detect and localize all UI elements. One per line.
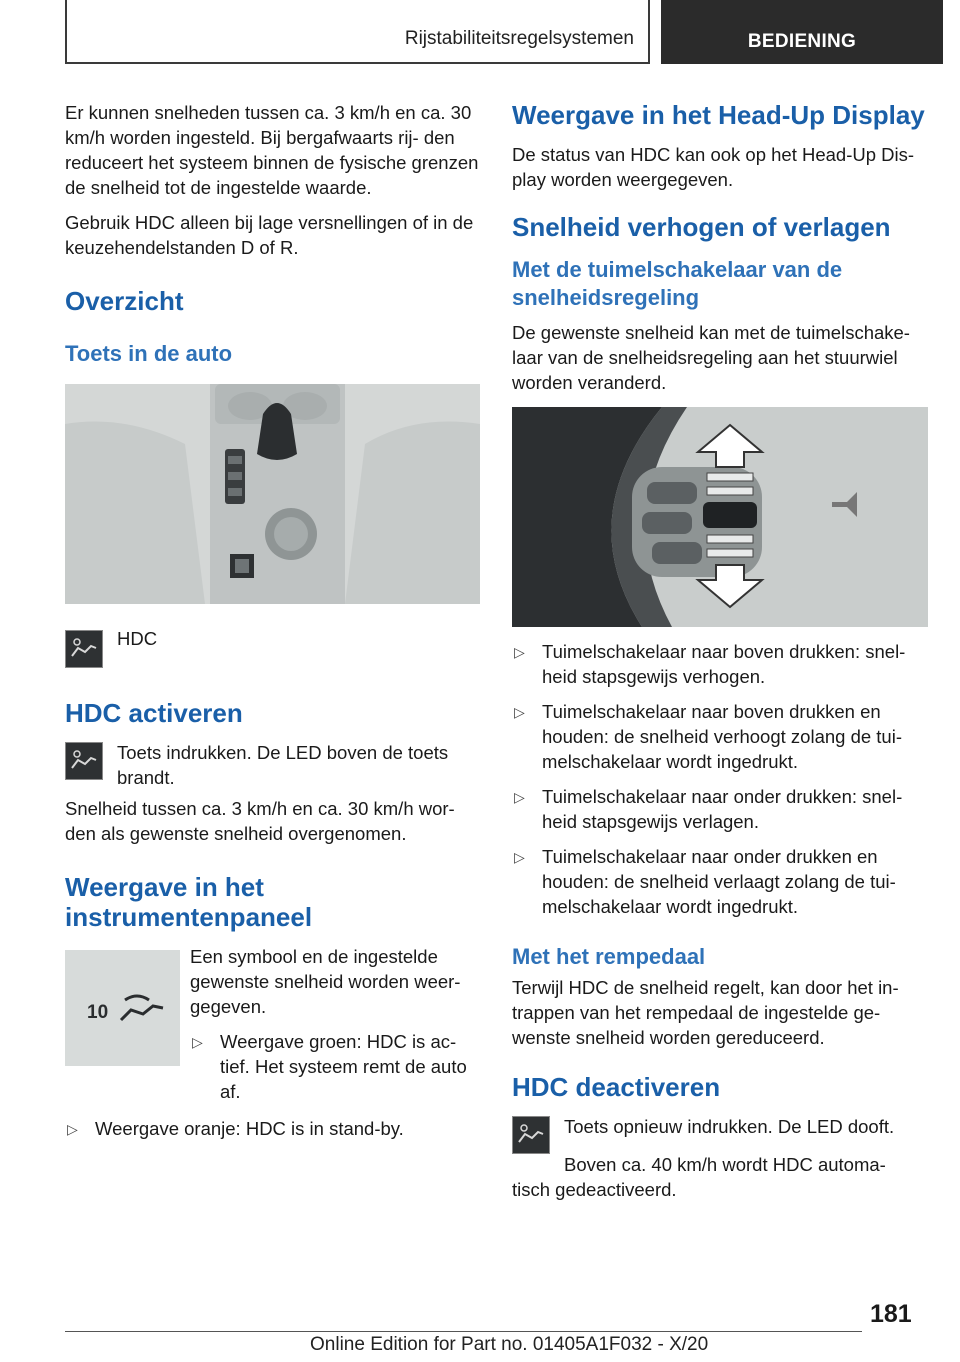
activate-text: Toets indrukken. De LED boven de toets brandt. (117, 742, 449, 788)
cluster-display-section (65, 944, 481, 1114)
hdc-button-legend (65, 628, 481, 668)
steering-wheel-photo (512, 407, 928, 627)
deactivate-instruction (512, 1114, 928, 1154)
footer-edition: Online Edition for Part no. 01405A1F032 - X/20 (310, 1334, 709, 1355)
heading-rocker-switch: Met de tuimelschakelaar van de snelheidsregeling (512, 257, 843, 310)
steering-wheel-illustration (512, 407, 928, 627)
heading-instrument-cluster: Weergave in het instrumentenpaneel (65, 872, 313, 932)
header-chapter-tab: BEDIENING (661, 0, 943, 64)
hdc-symbol-icon (117, 992, 167, 1026)
bullet-rocker-up: ▷ Tuimelschakelaar naar boven drukken: snel‐ heid stapsgewijs verhogen. (514, 641, 906, 687)
triangle-bullet-icon: ▷ (67, 1121, 78, 1137)
triangle-bullet-icon: ▷ (514, 789, 525, 805)
heading-button-in-car: Toets in de auto (65, 341, 233, 366)
center-console-illustration (65, 384, 480, 604)
heading-hdc-activate: HDC activeren (65, 698, 243, 728)
pedal-text: Terwijl HDC de snelheid regelt, kan door het in‐ trappen van het rempedaal de ingestelde ge‐ wenste snelheid worden gereduceerd. (512, 977, 899, 1048)
header-section-box (65, 0, 650, 64)
hdc-button-icon (512, 1116, 550, 1154)
triangle-bullet-icon: ▷ (514, 644, 525, 660)
cluster-symbol-image (65, 950, 180, 1066)
bullet-green: ▷ Weergave groen: HDC is ac‐ tief. Het systeem remt de auto af. (192, 1031, 467, 1102)
heading-head-up-display: Weergave in het Head-Up Display (512, 100, 925, 130)
hud-text: De status van HDC kan ook op het Head-Up Dis‐ play worden weergegeven. (512, 144, 915, 190)
activate-instruction (65, 740, 481, 796)
rocker-text: De gewenste snelheid kan met de tuimelschake‐ laar van de snelheidsregeling aan het stuurwiel worden veranderd. (512, 322, 910, 393)
bullet-rocker-down-hold: ▷ Tuimelschakelaar naar onder drukken en houden: de snelheid verlaagt zolang de tui‐ melschakelaar wordt ingedrukt. (514, 846, 896, 917)
right-column (512, 100, 928, 1212)
triangle-bullet-icon: ▷ (514, 849, 525, 865)
paragraph-gear-usage: Gebruik HDC alleen bij lage versnellingen of in de keuzehendelstanden D of R. (65, 212, 474, 258)
paragraph-speed-range: Er kunnen snelheden tussen ca. 3 km/h en ca. 30 km/h worden ingesteld. Bij bergafwaarts rij‐ den reduceert het systeem binnen de fysische grenzen de snelheid tot de ingestelde waarde. (65, 102, 479, 198)
heading-speed-change: Snelheid verhogen of verlagen (512, 212, 891, 242)
hdc-button-icon (65, 742, 103, 780)
deactivate-text-2: Boven ca. 40 km/h wordt HDC automa‐ tisch gedeactiveerd. (512, 1154, 886, 1200)
heading-overview: Overzicht (65, 286, 184, 316)
cluster-text: Een symbool en de ingestelde gewenste snelheid worden weer‐ gegeven. (190, 946, 461, 1017)
triangle-bullet-icon: ▷ (514, 704, 525, 720)
deactivate-text-1: Toets opnieuw indrukken. De LED dooft. (564, 1116, 895, 1137)
cluster-text-block (190, 944, 481, 1114)
triangle-bullet-icon: ▷ (192, 1034, 203, 1050)
cluster-speed-number: 10 (87, 1002, 109, 1023)
heading-brake-pedal: Met het rempedaal (512, 944, 706, 969)
bullet-rocker-up-hold: ▷ Tuimelschakelaar naar boven drukken en houden: de snelheid verhoogt zolang de tui‐ melschakelaar wordt ingedrukt. (514, 701, 902, 772)
center-console-photo (65, 384, 480, 604)
speed-adopted-text: Snelheid tussen ca. 3 km/h en ca. 30 km/h wor‐ den als gewenste snelheid overgenomen. (65, 798, 455, 844)
hdc-label: HDC (117, 628, 158, 649)
page-number: 181 (870, 1300, 912, 1328)
bullet-orange: ▷ Weergave oranje: HDC is in stand-by. (65, 1116, 481, 1141)
hdc-button-icon (65, 630, 103, 668)
heading-hdc-deactivate: HDC deactiveren (512, 1072, 721, 1102)
bullet-rocker-down: ▷ Tuimelschakelaar naar onder drukken: snel‐ heid stapsgewijs verlagen. (514, 786, 903, 832)
header-section-title: Rijstabiliteitsregelsystemen (404, 28, 634, 49)
left-column (65, 100, 481, 1151)
footer-divider (65, 1331, 862, 1332)
